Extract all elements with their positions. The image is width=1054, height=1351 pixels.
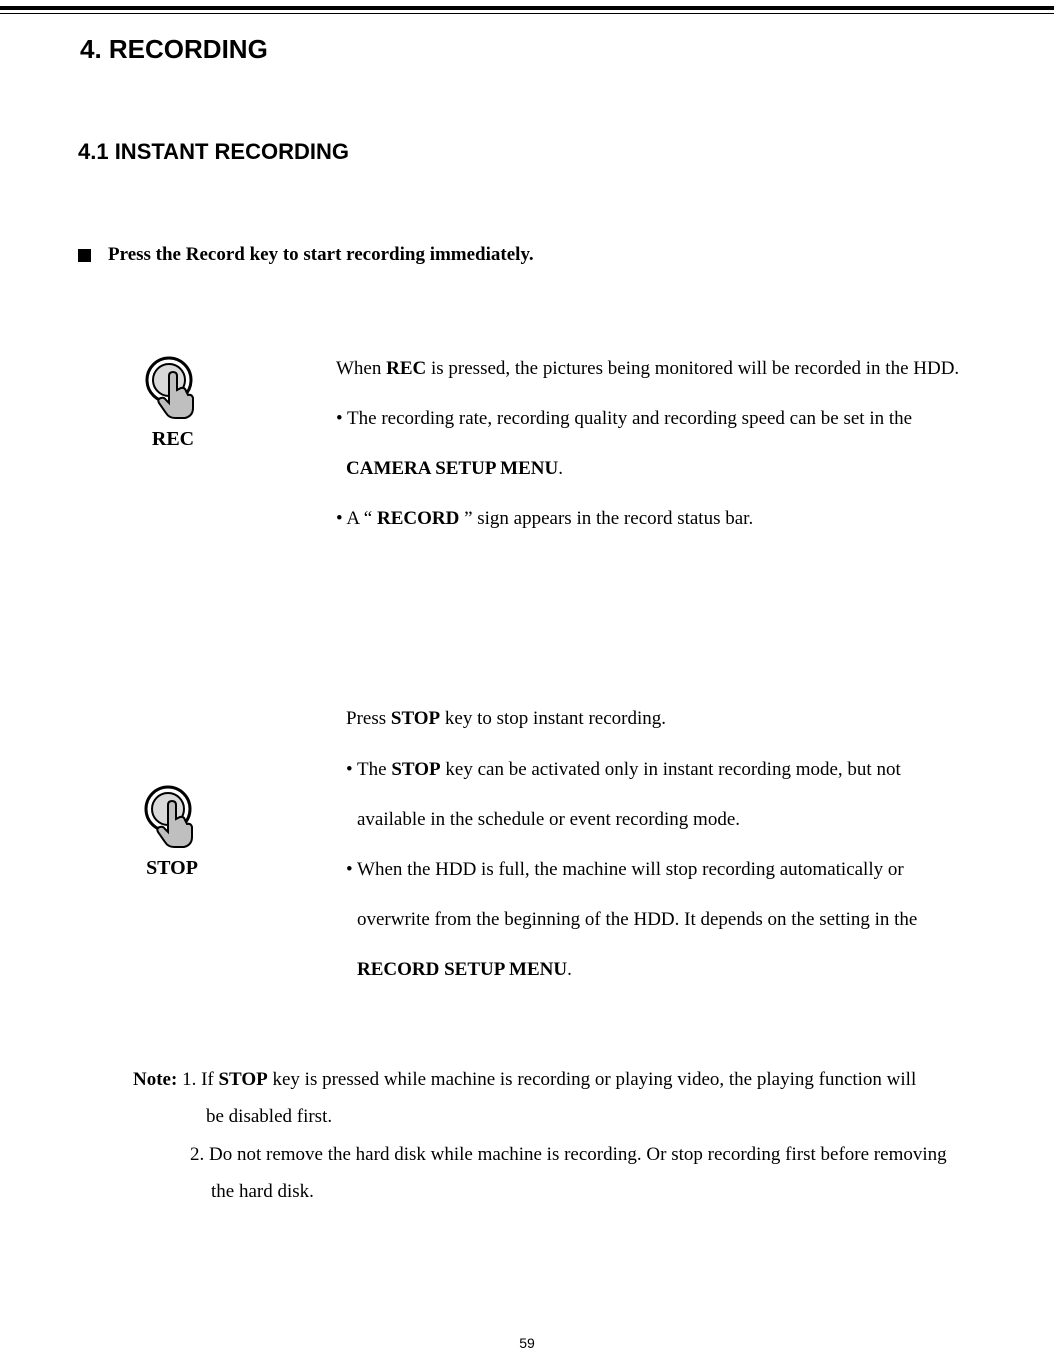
stop-line-6: RECORD SETUP MENU.: [357, 959, 572, 980]
rec-line-1: When REC is pressed, the pictures being monitored will be recorded in the HDD.: [336, 358, 960, 379]
stop-line-3: available in the schedule or event recording mode.: [357, 809, 741, 830]
rec-key: [138, 354, 208, 451]
rec-line-3: CAMERA SETUP MENU.: [346, 458, 563, 479]
stop-key-label: STOP: [146, 857, 198, 879]
rec-line-2: • The recording rate, recording quality and recording speed can be set in the: [336, 408, 913, 429]
intro-text: Press the Record key to start recording immediately.: [108, 244, 534, 265]
bullet-square-icon: [78, 249, 91, 262]
page-title: 4. RECORDING: [80, 34, 268, 64]
top-rule-thick: [0, 6, 1054, 10]
note-line-2-cont: the hard disk.: [211, 1181, 314, 1202]
rec-key-label: REC: [151, 428, 195, 450]
note-line-1: Note: 1. If STOP key is pressed while machine is recording or playing video, the playing function will: [133, 1069, 917, 1090]
note-line-2: 2. Do not remove the hard disk while machine is recording. Or stop recording first before removing: [190, 1144, 947, 1165]
top-rule-thin: [0, 13, 1054, 14]
section-title: 4.1 INSTANT RECORDING: [78, 139, 349, 164]
intro-line: [78, 244, 534, 266]
hand-press-button-icon: [143, 354, 203, 420]
stop-line-2: • The STOP key can be activated only in instant recording mode, but not: [346, 759, 901, 780]
stop-line-4: • When the HDD is full, the machine will stop recording automatically or: [346, 859, 904, 880]
stop-line-1: Press STOP key to stop instant recording.: [346, 708, 667, 729]
hand-press-button-icon: [142, 783, 202, 849]
stop-key: [137, 783, 207, 880]
page-number: 59: [519, 1335, 535, 1351]
stop-line-5: overwrite from the beginning of the HDD. It depends on the setting in the: [357, 909, 918, 930]
note-line-1-cont: be disabled first.: [206, 1106, 333, 1127]
rec-line-4: • A “ RECORD ” sign appears in the record status bar.: [336, 508, 754, 529]
